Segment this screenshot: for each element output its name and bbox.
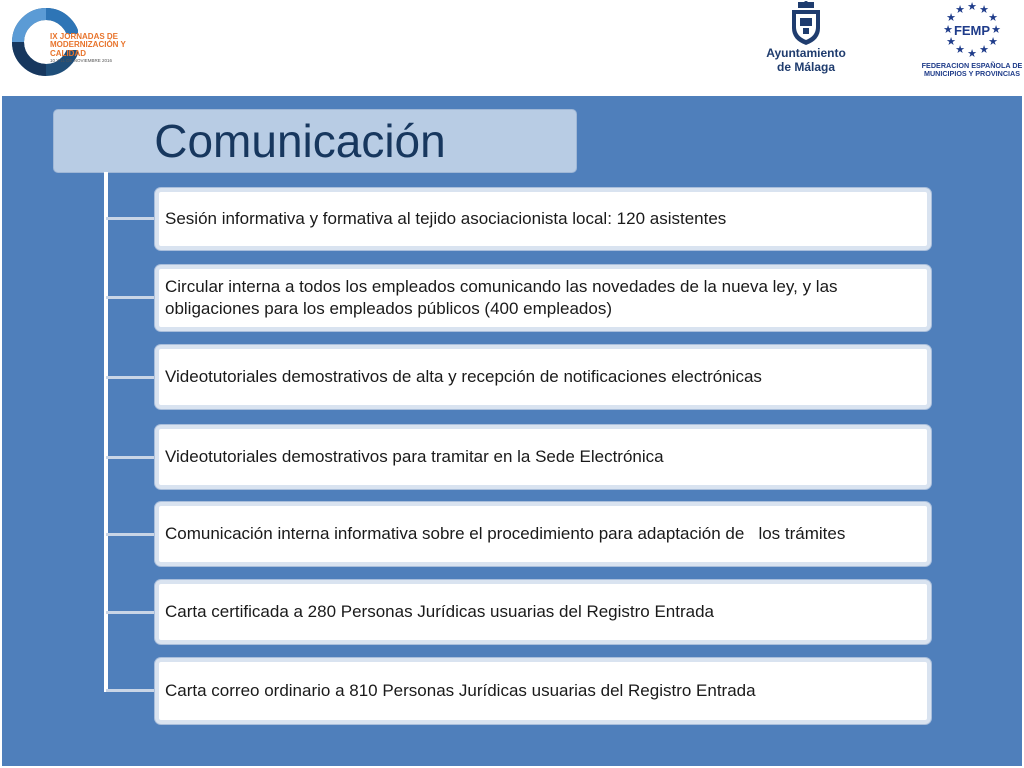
- svg-text:★: ★: [946, 35, 956, 48]
- femp-line2: MUNICIPIOS Y PROVINCIAS: [924, 69, 1020, 78]
- page-title: Comunicación: [154, 115, 446, 167]
- svg-text:★: ★: [943, 23, 953, 36]
- femp-line1: FEDERACION ESPAÑOLA DE: [921, 61, 1023, 70]
- svg-text:★: ★: [955, 43, 965, 56]
- tree-connector: [104, 172, 108, 692]
- malaga-crest-icon: [788, 0, 824, 46]
- femp-acronym: FEMP: [953, 23, 991, 38]
- list-item-text: Videotutoriales demostrativos para tramitar en la Sede Electrónica: [165, 447, 664, 466]
- malaga-logo: [760, 0, 852, 80]
- list-item: [155, 345, 931, 409]
- svg-text:★: ★: [955, 3, 965, 16]
- list-item: [155, 425, 931, 489]
- malaga-line1: Ayuntamiento: [766, 46, 846, 60]
- tree-branch: [106, 217, 158, 220]
- svg-text:★: ★: [967, 0, 977, 13]
- jornadas-line2: MODERNIZACIÓN Y CALIDAD: [50, 40, 126, 58]
- list-item: [155, 265, 931, 331]
- svg-text:★: ★: [988, 11, 998, 24]
- list-item: [155, 502, 931, 566]
- list-item-text: Sesión informativa y formativa al tejido asociacionista local: 120 asistentes: [165, 209, 727, 228]
- tree-branch: [106, 456, 158, 459]
- svg-text:★: ★: [967, 47, 977, 60]
- malaga-line2: de Málaga: [776, 60, 836, 74]
- list-item-text: Carta certificada a 280 Personas Jurídicas usuarias del Registro Entrada: [165, 602, 715, 621]
- list-item-text: Circular interna a todos los empleados comunicando las novedades de la nueva ley, y las obligaciones para los empleados públicos (400 empleados): [165, 277, 843, 318]
- tree-branch: [106, 376, 158, 379]
- femp-logo: [920, 0, 1024, 84]
- list-item: [155, 188, 931, 250]
- svg-text:★: ★: [988, 35, 998, 48]
- list-item: [155, 658, 931, 724]
- femp-stars-icon: [939, 0, 1005, 62]
- jornadas-line1: IX JORNADAS DE: [50, 32, 119, 41]
- jornadas-logo: [12, 6, 152, 84]
- tree-branch: [106, 611, 158, 614]
- svg-text:★: ★: [979, 43, 989, 56]
- tree-branch: [106, 296, 158, 299]
- tree-branch: [106, 533, 158, 536]
- svg-text:★: ★: [991, 23, 1001, 36]
- svg-text:★: ★: [946, 11, 956, 24]
- list-item: [155, 580, 931, 644]
- list-item-text: Comunicación interna informativa sobre el procedimiento para adaptación de los trámites: [165, 524, 846, 543]
- jornadas-line3: 10 Y 11 DE NOVIEMBRE 2016: [50, 58, 113, 64]
- header: [0, 0, 1024, 96]
- svg-text:★: ★: [979, 3, 989, 16]
- list-item-text: Carta correo ordinario a 810 Personas Jurídicas usuarias del Registro Entrada: [165, 681, 756, 700]
- tree-branch: [106, 689, 158, 692]
- title-box: [54, 110, 576, 172]
- list-item-text: Videotutoriales demostrativos de alta y recepción de notificaciones electrónicas: [165, 367, 762, 386]
